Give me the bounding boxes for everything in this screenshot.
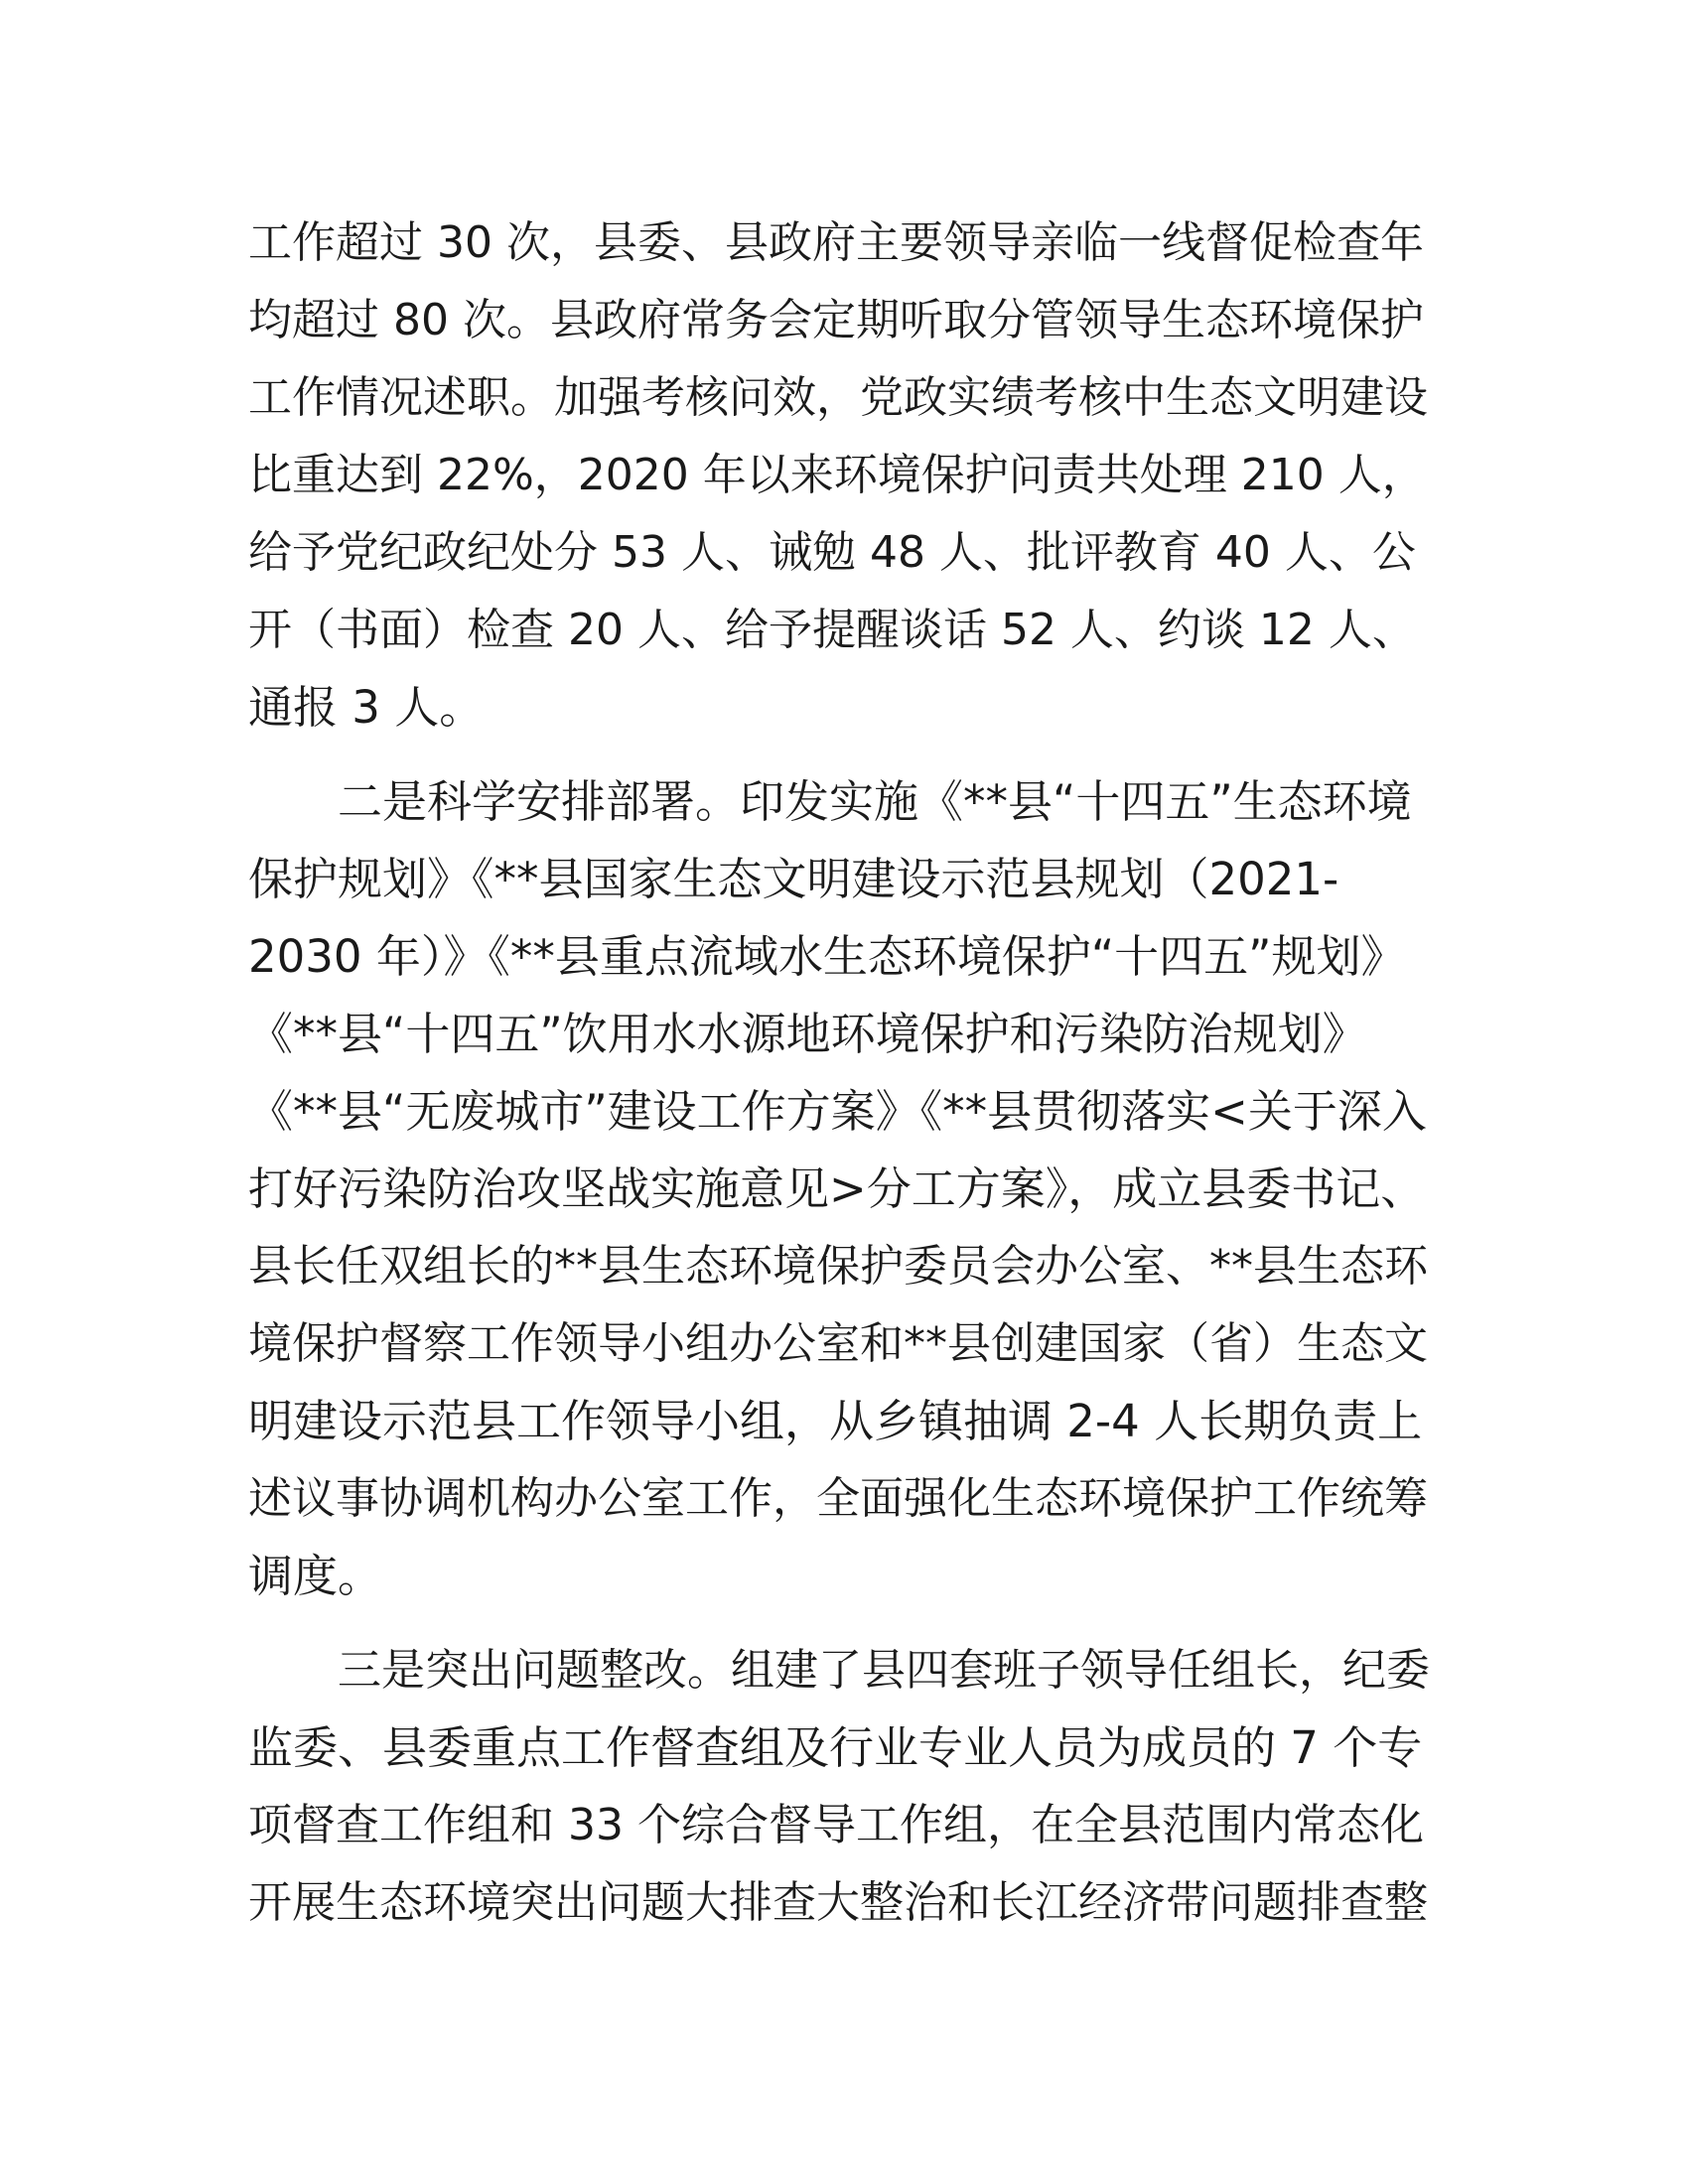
- paragraph-3-line-3: 项督查工作组和 33 个综合督导工作组，在全县范围内常态化: [248, 1800, 1424, 1850]
- paragraph-1-line-1: 工作超过 30 次，县委、县政府主要领导亲临一线督促检查年: [248, 217, 1424, 268]
- paragraph-2-line-11: 调度。: [248, 1550, 383, 1602]
- paragraph-2-line-4: 《**县“十四五”饮用水水源地环境保护和污染防治规划》: [248, 1008, 1367, 1060]
- paragraph-3-line-4: 开展生态环境突出问题大排查大整治和长江经济带问题排查整: [248, 1877, 1428, 1928]
- paragraph-2-line-2: 保护规划》《**县国家生态文明建设示范县规划（2021-: [248, 853, 1339, 905]
- paragraph-1-line-3: 工作情况述职。加强考核问效，党政实绩考核中生态文明建设: [248, 372, 1428, 423]
- paragraph-1-line-6: 开（书面）检查 20 人、给予提醒谈话 52 人、约谈 12 人、: [248, 605, 1416, 655]
- paragraph-2-line-9: 明建设示范县工作领导小组，从乡镇抽调 2-4 人长期负责上: [248, 1395, 1423, 1447]
- paragraph-2-line-6: 打好污染防治攻坚战实施意见>分工方案》，成立县委书记、: [248, 1162, 1426, 1215]
- paragraph-1-line-7: 通报 3 人。: [248, 681, 485, 734]
- paragraph-1-line-4: 比重达到 22%，2020 年以来环境保护问责共处理 210 人，: [248, 450, 1426, 500]
- paragraph-3-line-1: 三是突出问题整改。组建了县四套班子领导任组长，纪委: [338, 1645, 1430, 1696]
- paragraph-1-line-2: 均超过 80 次。县政府常务会定期听取分管领导生态环境保护: [248, 295, 1424, 345]
- paragraph-3-line-2: 监委、县委重点工作督查组及行业专业人员为成员的 7 个专: [248, 1721, 1423, 1774]
- paragraph-2-line-8: 境保护督察工作领导小组办公室和**县创建国家（省）生态文: [248, 1318, 1428, 1369]
- paragraph-2-line-5: 《**县“无废城市”建设工作方案》《**县贯彻落实<关于深入: [248, 1085, 1427, 1138]
- paragraph-2-line-10: 述议事协调机构办公室工作，全面强化生态环境保护工作统筹: [248, 1473, 1428, 1524]
- paragraph-2-line-7: 县长任双组长的**县生态环境保护委员会办公室、**县生态环: [248, 1241, 1428, 1292]
- paragraph-1-line-5: 给予党纪政纪处分 53 人、诫勉 48 人、批评教育 40 人、公: [248, 527, 1416, 578]
- paragraph-2-line-1: 二是科学安排部署。印发实施《**县“十四五”生态环境: [338, 775, 1412, 828]
- paragraph-2-line-3: 2030 年）》《**县重点流域水生态环境保护“十四五”规划》: [248, 930, 1406, 983]
